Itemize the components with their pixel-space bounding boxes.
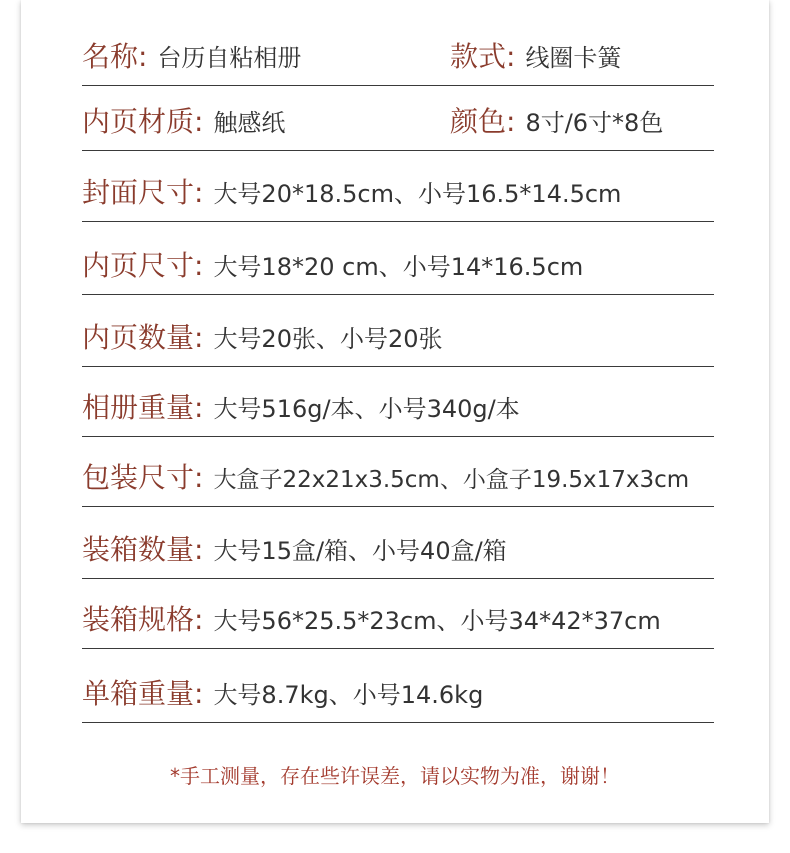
spec-item-package-size xyxy=(82,461,690,494)
spec-value: 线圈卡簧 xyxy=(525,44,622,72)
spec-row-carton-count xyxy=(82,507,714,579)
spec-value: 8寸/6寸*8色 xyxy=(525,109,664,137)
spec-label: 装箱数量: xyxy=(82,533,204,566)
spec-row-package-size xyxy=(82,437,714,507)
spec-value: 大号8.7kg、小号14.6kg xyxy=(213,681,484,709)
spec-label: 款式: xyxy=(450,40,516,73)
spec-value: 大盒子22x21x3.5cm、小盒子19.5x17x3cm xyxy=(213,467,690,493)
spec-row-cover-size xyxy=(82,151,714,222)
spec-label: 装箱规格: xyxy=(82,603,204,636)
spec-item-color xyxy=(450,105,664,138)
spec-item-name xyxy=(82,40,302,73)
spec-row-carton-weight xyxy=(82,649,714,723)
spec-row-name-style xyxy=(82,0,714,86)
spec-item-carton-count xyxy=(82,533,507,566)
spec-row-carton-size xyxy=(82,579,714,649)
spec-item-carton-weight xyxy=(82,677,484,710)
spec-value: 台历自粘相册 xyxy=(157,44,302,72)
spec-value: 大号15盒/箱、小号40盒/箱 xyxy=(213,537,507,565)
spec-card xyxy=(21,0,769,823)
spec-label: 单箱重量: xyxy=(82,677,204,710)
spec-value: 大号516g/本、小号340g/本 xyxy=(213,395,520,423)
spec-item-cover-size xyxy=(82,176,622,209)
spec-row-inner-size xyxy=(82,222,714,295)
spec-row-album-weight xyxy=(82,367,714,437)
spec-row-inner-count xyxy=(82,295,714,367)
spec-item-carton-size xyxy=(82,603,661,636)
spec-label: 内页数量: xyxy=(82,321,204,354)
spec-item-inner-size xyxy=(82,249,584,282)
spec-value: 大号56*25.5*23cm、小号34*42*37cm xyxy=(213,607,661,635)
spec-label: 内页尺寸: xyxy=(82,249,204,282)
spec-label: 包装尺寸: xyxy=(82,461,204,494)
spec-label: 颜色: xyxy=(450,105,516,138)
spec-item-album-weight xyxy=(82,391,520,424)
spec-label: 内页材质: xyxy=(82,105,204,138)
spec-label: 名称: xyxy=(82,40,148,73)
spec-value: 大号20张、小号20张 xyxy=(213,325,443,353)
measurement-note: *手工测量，存在些许误差，请以实物为准，谢谢！ xyxy=(170,764,620,788)
spec-item-inner-material xyxy=(82,105,286,138)
spec-value: 大号18*20 cm、小号14*16.5cm xyxy=(213,253,584,281)
spec-value: 大号20*18.5cm、小号16.5*14.5cm xyxy=(213,180,622,208)
spec-value: 触感纸 xyxy=(213,109,286,137)
spec-row-material-color xyxy=(82,86,714,151)
spec-item-inner-count xyxy=(82,321,443,354)
spec-label: 相册重量: xyxy=(82,391,204,424)
spec-item-style xyxy=(450,40,622,73)
spec-label: 封面尺寸: xyxy=(82,176,204,209)
